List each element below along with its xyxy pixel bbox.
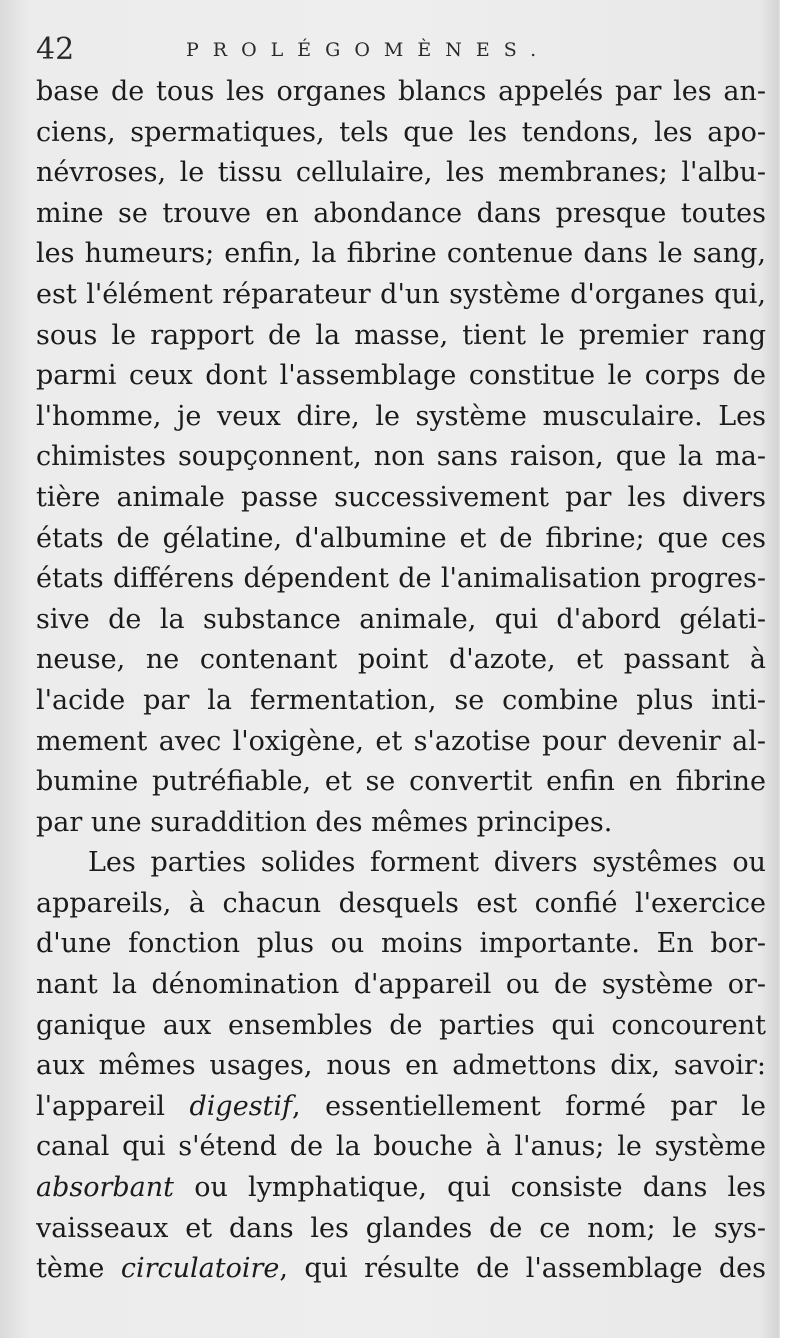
text-line: sive de la substance animale, qui d'abord gélati- xyxy=(36,603,766,635)
text-line: absorbant ou lymphatique, qui consiste dans les xyxy=(36,1172,766,1204)
text-line: parmi ceux dont l'assemblage constitue le corps de xyxy=(36,360,766,392)
page-margin xyxy=(780,0,800,1338)
text-line: mement avec l'oxigène, et s'azotise pour devenir al- xyxy=(36,725,766,757)
text-line: ciens, spermatiques, tels que les tendons, les apo- xyxy=(36,116,766,148)
text-line: vaisseaux et dans les glandes de ce nom; le sys- xyxy=(36,1212,766,1244)
text-line: tière animale passe successivement par les divers xyxy=(36,481,766,513)
text-line: névroses, le tissu cellulaire, les membranes; l'albu- xyxy=(36,157,766,189)
text-line: l'homme, je veux dire, le système musculaire. Les xyxy=(36,400,766,432)
text-line: par une suraddition des mêmes principes. xyxy=(36,806,613,838)
text-line: aux mêmes usages, nous en admettons dix, savoir: xyxy=(36,1050,766,1082)
text-line: bumine putréfiable, et se convertit enfin en fibrine xyxy=(36,766,766,798)
page-number: 42 xyxy=(36,32,75,67)
text-line: appareils, à chacun desquels est confié l'exercice xyxy=(36,887,766,919)
text-line: états de gélatine, d'albumine et de fibrine; que ces xyxy=(36,522,766,554)
text-line: d'une fonction plus ou moins importante. En bor- xyxy=(36,928,766,960)
text-line: tème circulatoire, qui résulte de l'assemblage des xyxy=(36,1253,766,1285)
text-line: chimistes soupçonnent, non sans raison, que la ma- xyxy=(36,441,766,473)
text-line: les humeurs; enfin, la fibrine contenue dans le sang, xyxy=(36,238,766,270)
text-line: l'acide par la fermentation, se combine plus inti- xyxy=(36,684,766,716)
page-header xyxy=(36,30,766,70)
text-line: Les parties solides forment divers systêmes ou xyxy=(88,847,766,879)
text-line: neuse, ne contenant point d'azote, et passant à xyxy=(36,644,766,676)
text-line: mine se trouve en abondance dans presque toutes xyxy=(36,197,766,229)
body-text xyxy=(36,72,766,1290)
text-line: états différens dépendent de l'animalisation progres- xyxy=(36,563,766,595)
text-line: nant la dénomination d'appareil ou de système or- xyxy=(36,969,766,1001)
running-head: PROLÉGOMÈNES. xyxy=(186,39,551,61)
text-line: sous le rapport de la masse, tient le premier rang xyxy=(36,319,766,351)
text-line: ganique aux ensembles de parties qui concourent xyxy=(36,1009,766,1041)
text-line: l'appareil digestif, essentiellement formé par le xyxy=(36,1090,766,1122)
text-line: est l'élément réparateur d'un système d'organes qui, xyxy=(36,278,766,310)
text-line: base de tous les organes blancs appelés par les an- xyxy=(36,76,766,107)
text-line: canal qui s'étend de la bouche à l'anus; le système xyxy=(36,1131,766,1163)
